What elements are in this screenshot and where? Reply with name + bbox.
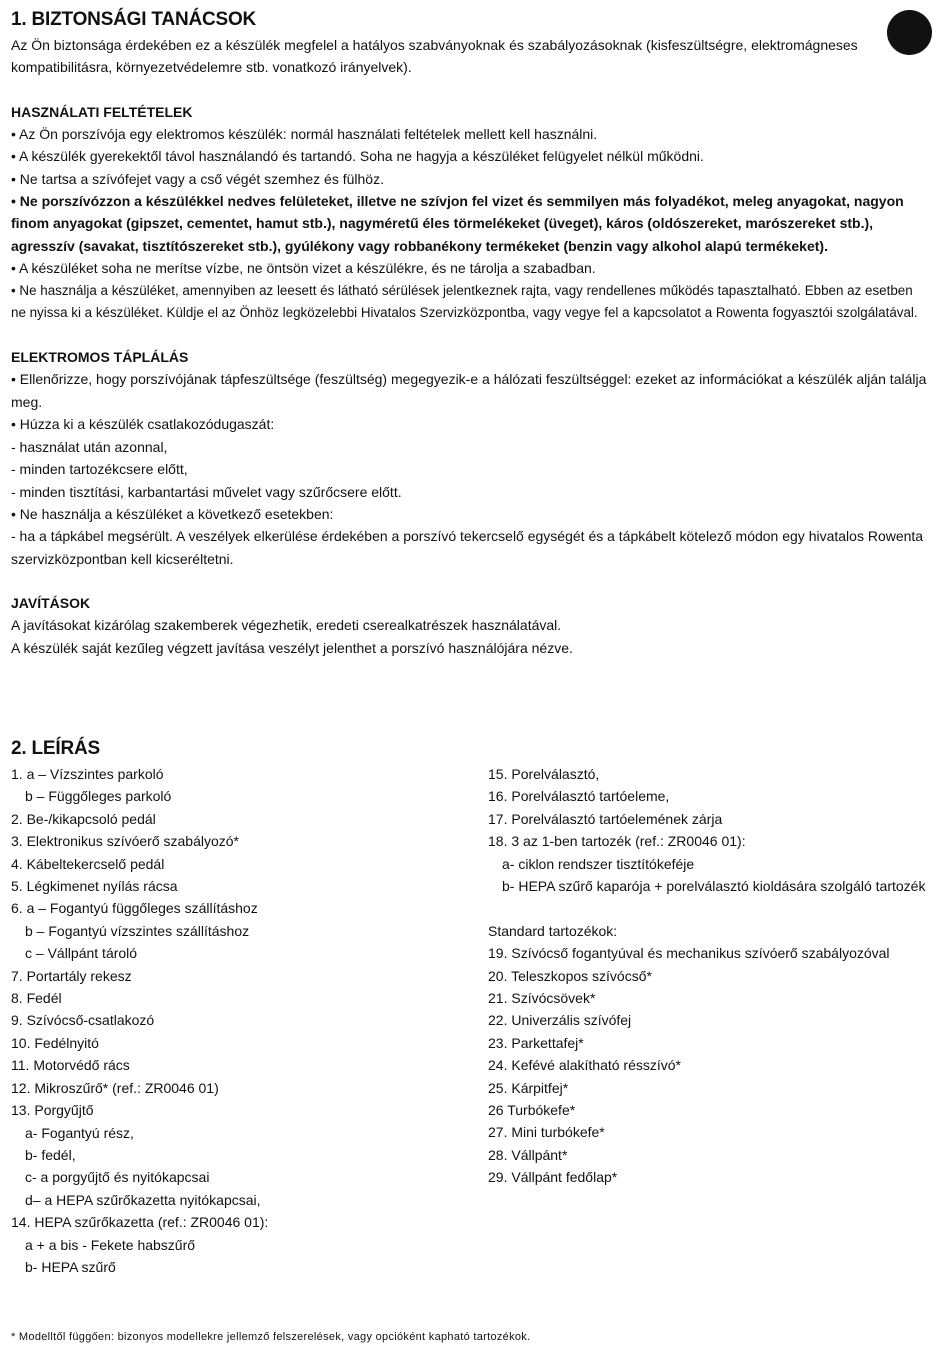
list-item: 15. Porelválasztó, (488, 766, 600, 782)
description-section-title-wrap (11, 735, 100, 763)
power-item: - minden tisztítási, karbantartási művelet vagy szűrőcsere előtt. (11, 483, 402, 500)
list-item: 7. Portartály rekesz (11, 967, 132, 984)
list-item: 17. Porelválasztó tartóelemének zárja (488, 810, 723, 827)
description-title: 2. LEÍRÁS (11, 738, 100, 759)
list-item: 11. Motorvédő rács (11, 1057, 130, 1074)
list-item: a- ciklon rendszer tisztítókeféje (502, 855, 695, 872)
list-item: b- fedél, (25, 1146, 76, 1163)
list-item: 19. Szívócső fogantyúval és mechanikus szívóerő szabályozóval (488, 945, 890, 962)
list-item: 10. Fedélnyitó (11, 1034, 99, 1051)
power-item: - használat után azonnal, (11, 438, 168, 455)
list-item: c- a porgyűjtő és nyitókapcsai (25, 1169, 210, 1186)
list-item: 13. Porgyűjtő (11, 1102, 94, 1119)
parts-list-right (488, 763, 948, 1189)
power-item: • Ne használja a készüléket a következő esetekben: (11, 505, 334, 522)
list-item: a- Fogantyú rész, (25, 1124, 134, 1141)
power-heading: ELEKTROMOS TÁPLÁLÁS (11, 349, 189, 366)
usage-warning-bold: • Ne porszívózzon a készülékkel nedves felületeket, illetve ne szívjon fel vizet és semmilyen más folyadékot, meleg anyagokat, nagyon finom anyagokat (gipszet, cementet, hamut stb.), nagyméretű éles törmelékeket (üveget), káros (oldószereket, marószereket stb.), agresszív (savakat, tisztítószereket stb.), gyúlékony vagy robbanékony termékeket (benzin vagy alkohol alapú termékeket). (11, 193, 904, 254)
power-item: - ha a tápkábel megsérült. A veszélyek elkerülése érdekében a porszívó tekercselő egységét és a tápkábelt kötelező módon egy hivatalos Rowenta szervizközpontban kell kicseréltetni. (11, 528, 924, 567)
usage-item: • Ne használja a készüléket, amennyiben az leesett és látható sérülések jelentkeznek rajta, vagy rendellenes működés tapasztalható. Ebben az esetben ne nyissa ki a készüléket. Küldje el az Önhöz legközelebbi Hivatalos Szervizközpontba, vagy vegye fel a kapcsolatot a Rowenta fogyasztói szolgálatával. (11, 282, 918, 321)
list-item: 12. Mikroszűrő* (ref.: ZR0046 01) (11, 1079, 219, 1096)
list-item: 26 Turbókefe* (488, 1102, 576, 1119)
power-item: • Húzza ki a készülék csatlakozódugaszát: (11, 416, 275, 433)
list-item: 24. Kefévé alakítható résszívó* (488, 1057, 681, 1074)
repairs-item: A javításokat kizárólag szakemberek végezhetik, eredeti cserealkatrészek használatával. (11, 617, 562, 634)
parts-list-left (11, 763, 481, 1278)
standard-accessories-list (488, 942, 948, 1188)
list-item: 23. Parkettafej* (488, 1034, 584, 1051)
footnote: * Modelltől függően: bizonyos modellekre jellemző felszerelések, vagy opcióként kapható tartozékok. (11, 1331, 531, 1343)
list-item: 29. Vállpánt fedőlap* (488, 1169, 618, 1186)
list-item: d– a HEPA szűrőkazetta nyitókapcsai, (25, 1191, 261, 1208)
list-item: b – Függőleges parkoló (25, 788, 172, 805)
section-title: 1. BIZTONSÁGI TANÁCSOK (11, 9, 257, 30)
usage-item: • A készüléket soha ne merítse vízbe, ne öntsön vizet a készülékre, és ne tárolja a szabadban. (11, 260, 596, 277)
power-item: • Ellenőrizze, hogy porszívójának tápfeszültsége (feszültség) megegyezik-e a hálózati feszültséggel: ezeket az információkat a készülék alján találja meg. (11, 371, 927, 410)
list-item: b- HEPA szűrő (25, 1258, 116, 1275)
repairs-item: A készülék saját kezűleg végzett javítása veszélyt jelenthet a porszívó használójára nézve. (11, 639, 573, 656)
power-item: - minden tartozékcsere előtt, (11, 461, 188, 478)
standard-accessories-heading: Standard tartozékok: (488, 922, 618, 939)
safety-section (11, 6, 931, 659)
list-item: 5. Légkimenet nyílás rácsa (11, 878, 178, 895)
list-item: 18. 3 az 1-ben tartozék (ref.: ZR0046 01): (488, 833, 746, 850)
list-item: 3. Elektronikus szívóerő szabályozó* (11, 833, 239, 850)
usage-item: • Az Ön porszívója egy elektromos készülék: normál használati feltételek mellett kell használni. (11, 125, 598, 142)
list-item: 16. Porelválasztó tartóeleme, (488, 788, 670, 805)
usage-item: • Ne tartsa a szívófejet vagy a cső végét szemhez és fülhöz. (11, 170, 384, 187)
list-item: b- HEPA szűrő kaparója + porelválasztó kioldására szolgáló tartozék (502, 878, 926, 895)
intro-paragraph: Az Ön biztonsága érdekében ez a készülék megfelel a hatályos szabványoknak és szabályozásoknak (kisfeszültségre, elektromágneses kompatibilitásra, környezetvédelemre stb. vonatkozó irányelvek). (11, 37, 858, 76)
list-item: b – Fogantyú vízszintes szállításhoz (25, 922, 250, 939)
usage-item: • A készülék gyerekektől távol használandó és tartandó. Soha ne hagyja a készüléket felügyelet nélkül működni. (11, 148, 704, 165)
list-item: 9. Szívócső-csatlakozó (11, 1012, 155, 1029)
usage-heading: HASZNÁLATI FELTÉTELEK (11, 103, 193, 120)
list-item: 8. Fedél (11, 990, 62, 1007)
parts-list-right-top (488, 763, 948, 897)
list-item: 27. Mini turbókefe* (488, 1124, 605, 1141)
list-item: 14. HEPA szűrőkazetta (ref.: ZR0046 01): (11, 1214, 269, 1231)
list-item: 6. a – Fogantyú függőleges szállításhoz (11, 900, 258, 917)
list-item: 1. a – Vízszintes parkoló (11, 766, 164, 782)
list-item: 20. Teleszkopos szívócső* (488, 967, 652, 984)
list-item: 21. Szívócsövek* (488, 990, 596, 1007)
list-item: 4. Kábeltekercselő pedál (11, 855, 165, 872)
list-item: c – Vállpánt tároló (25, 945, 138, 962)
list-item: 28. Vállpánt* (488, 1146, 568, 1163)
list-item: 25. Kárpitfej* (488, 1079, 569, 1096)
list-item: 2. Be-/kikapcsoló pedál (11, 810, 156, 827)
list-item: 22. Univerzális szívófej (488, 1012, 632, 1029)
repairs-heading: JAVÍTÁSOK (11, 595, 91, 612)
list-item: a + a bis - Fekete habszűrő (25, 1236, 196, 1253)
